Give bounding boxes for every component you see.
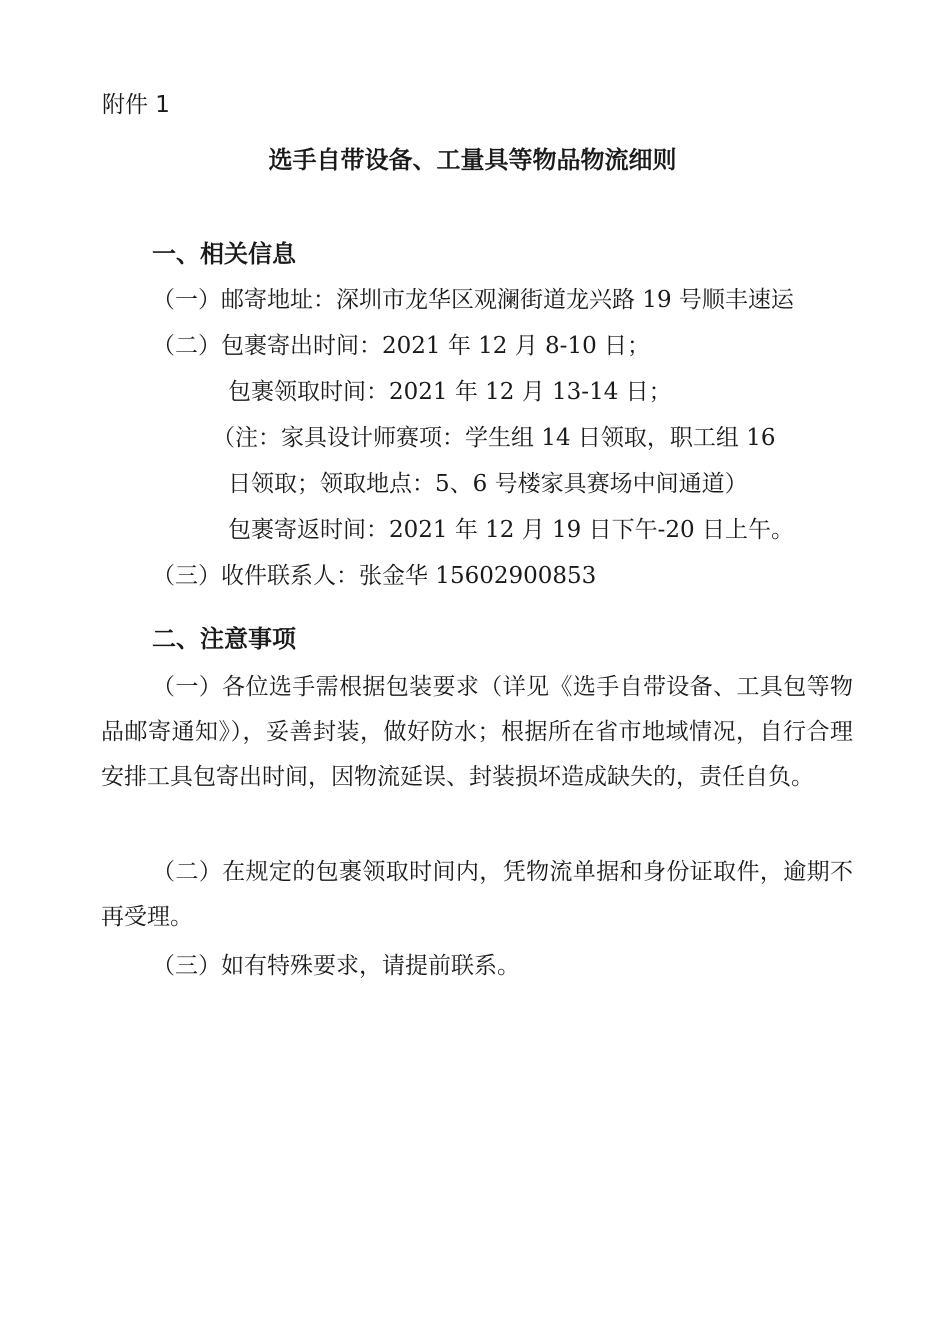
annex-label: 附件 1 [102,92,170,118]
info-line-pickup-time: 包裹领取时间：2021 年 12 月 13-14 日； [228,379,672,405]
info-line-contact: （三）收件联系人：张金华 15602900853 [152,563,597,589]
info-line-mailing-address: （一）邮寄地址：深圳市龙华区观澜街道龙兴路 19 号顺丰速运 [152,287,794,313]
notes-paragraph-3: （三）如有特殊要求，请提前联系。 [152,953,520,979]
notes-paragraph-2: （二）在规定的包裹领取时间内，凭物流单据和身份证取件，逾期不再受理。 [101,859,853,930]
notes-paragraph-1: （一）各位选手需根据包装要求（详见《选手自带设备、工具包等物品邮寄通知》），妥善封装，做好防水；根据所在省市地域情况，自行合理安排工具包寄出时间，因物流延误、封装损坏造成缺失的，责任自负。 [101,674,853,790]
section-heading-related-info: 一、相关信息 [152,240,296,268]
info-line-note: （注：家具设计师赛项：学生组 14 日领取，职工组 16 [212,425,776,451]
info-line-send-time: （二）包裹寄出时间：2021 年 12 月 8-10 日； [152,333,651,359]
section-heading-notes: 二、注意事项 [152,625,296,653]
document-title: 选手自带设备、工量具等物品物流细则 [268,146,677,174]
info-line-return-time: 包裹寄返时间：2021 年 12 月 19 日下午-20 日上午。 [228,517,794,543]
info-line-note-continued: 日领取；领取地点：5、6 号楼家具赛场中间通道） [228,471,748,497]
